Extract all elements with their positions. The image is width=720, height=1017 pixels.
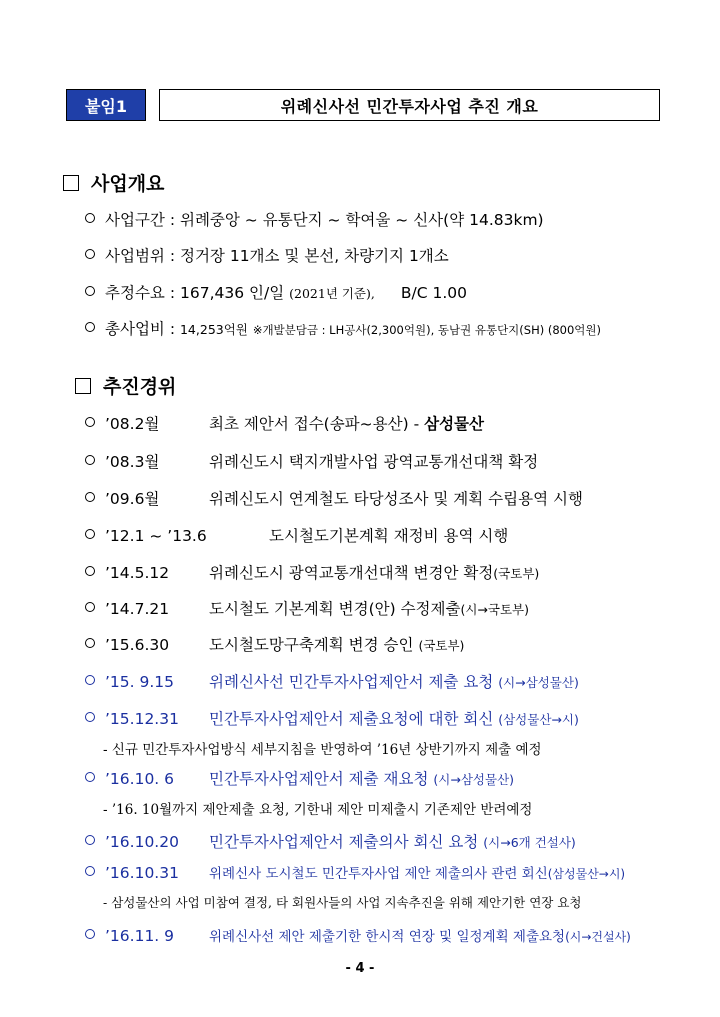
overview-item-section: 사업구간 : 위례중앙 ~ 유통단지 ~ 학여울 ~ 신사(약 14.83km) — [85, 208, 544, 230]
page-number: - 4 - — [345, 961, 375, 976]
circle-bullet-icon — [85, 835, 95, 845]
square-bullet-icon — [75, 378, 91, 394]
circle-bullet-icon — [85, 712, 95, 722]
history-item: ’16.11. 9 위례신사선 제안 제출기한 한시적 연장 및 일정계획 제출요청(시→건설사) — [85, 925, 631, 945]
document-title: 위례신사선 민간투자사업 추진 개요 — [159, 89, 660, 121]
history-subnote: - ’16. 10월까지 제안제출 요청, 기한내 제안 미제출시 기존제안 반려예정 — [103, 802, 533, 818]
history-item: ’08.3월 위례신도시 택지개발사업 광역교통개선대책 확정 — [85, 450, 538, 472]
circle-bullet-icon — [85, 213, 95, 223]
circle-bullet-icon — [85, 529, 95, 539]
circle-bullet-icon — [85, 772, 95, 782]
circle-bullet-icon — [85, 249, 95, 259]
history-item: ’15. 9.15 위례신사선 민간투자사업제안서 제출 요청 (시→삼성물산) — [85, 670, 579, 692]
circle-bullet-icon — [85, 566, 95, 576]
section-heading-history: 추진경위 — [75, 372, 176, 399]
circle-bullet-icon — [85, 866, 95, 876]
overview-item-cost: 총사업비 : 14,253억원 ※개발분담금 : LH공사(2,300억원), 동남권 유통단지(SH) (800억원) — [85, 317, 601, 339]
circle-bullet-icon — [85, 455, 95, 465]
annex-label: 붙임1 — [66, 89, 146, 121]
history-item: ’15.6.30 도시철도망구축계획 변경 승인 (국토부) — [85, 633, 464, 655]
circle-bullet-icon — [85, 675, 95, 685]
circle-bullet-icon — [85, 638, 95, 648]
history-item: ’09.6월 위례신도시 연계철도 타당성조사 및 계획 수립용역 시행 — [85, 487, 583, 509]
history-item: ’16.10. 6 민간투자사업제안서 제출 재요청 (시→삼성물산) — [85, 767, 514, 789]
circle-bullet-icon — [85, 322, 95, 332]
circle-bullet-icon — [85, 492, 95, 502]
circle-bullet-icon — [85, 929, 95, 939]
history-item: ’08.2월 최초 제안서 접수(송파~용산) - 삼성물산 — [85, 412, 484, 434]
section-heading-overview: 사업개요 — [63, 169, 164, 196]
history-item: ’15.12.31 민간투자사업제안서 제출요청에 대한 회신 (삼성물산→시) — [85, 707, 579, 729]
history-item: ’14.5.12 위례신도시 광역교통개선대책 변경안 확정(국토부) — [85, 561, 539, 583]
circle-bullet-icon — [85, 602, 95, 612]
history-subnote: - 삼성물산의 사업 미참여 결정, 타 회원사들의 사업 지속추진을 위해 제안기한 연장 요청 — [103, 895, 582, 910]
history-item: ’16.10.20 민간투자사업제안서 제출의사 회신 요청 (시→6개 건설사) — [85, 830, 576, 852]
history-item: ’14.7.21 도시철도 기본계획 변경(안) 수정제출(시→국토부) — [85, 597, 529, 619]
history-subnote: - 신규 민간투자사업방식 세부지침을 반영하여 ’16년 상반기까지 제출 예정 — [103, 742, 542, 758]
history-item: ’12.1 ~ ’13.6 도시철도기본계획 재정비 용역 시행 — [85, 524, 508, 546]
overview-item-scope: 사업범위 : 정거장 11개소 및 본선, 차량기지 1개소 — [85, 244, 449, 266]
history-item: ’16.10.31 위례신사 도시철도 민간투자사업 제안 제출의사 관련 회신(삼성물산→시) — [85, 862, 625, 882]
circle-bullet-icon — [85, 417, 95, 427]
circle-bullet-icon — [85, 286, 95, 296]
square-bullet-icon — [63, 175, 79, 191]
overview-item-demand: 추정수요 : 167,436 인/일 (2021년 기준), B/C 1.00 — [85, 281, 467, 303]
